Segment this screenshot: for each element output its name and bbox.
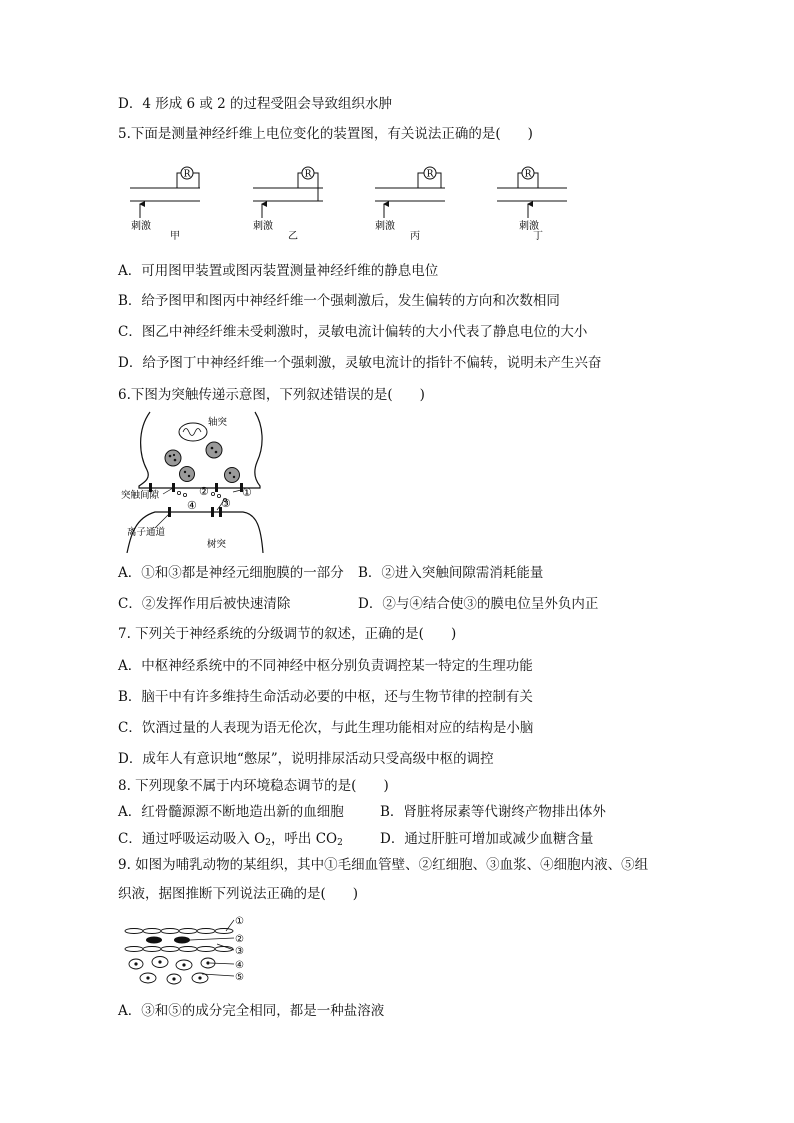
q7-stem: 7. 下列关于神经系统的分级调节的叙述，正确的是( ) [118, 626, 457, 642]
q7-option-a: A．中枢神经系统中的不同神经中枢分别负责调控某一特定的生理功能 [118, 658, 533, 674]
q5-panel-ding [497, 167, 567, 242]
svg-text:乙: 乙 [288, 231, 298, 242]
q4-option-d: D．4 形成 6 或 2 的过程受阻会导致组织水肿 [118, 96, 393, 112]
svg-text:①: ① [242, 486, 252, 499]
q9-option-a: A．③和⑤的成分完全相同，都是一种盐溶液 [118, 1003, 385, 1019]
q9-tissue-figure [122, 910, 257, 988]
svg-text:③: ③ [221, 497, 231, 510]
svg-text:②: ② [235, 934, 244, 945]
q7-option-b: B．脑干中有许多维持生命活动必要的中枢，还与生物节律的控制有关 [118, 689, 533, 705]
q8-option-b: B．肾脏将尿素等代谢终产物排出体外 [380, 804, 606, 820]
svg-text:R: R [524, 169, 532, 180]
svg-text:②: ② [199, 485, 209, 498]
svg-text:④: ④ [235, 960, 244, 971]
svg-text:R: R [304, 169, 312, 180]
q5-option-d: D．给予图丁中神经纤维一个强刺激，灵敏电流计的指针不偏转，说明未产生兴奋 [118, 355, 602, 371]
svg-text:离子通道: 离子通道 [127, 527, 166, 538]
q5-option-a: A．可用图甲装置或图丙装置测量神经纤维的静息电位 [118, 263, 439, 279]
q8-option-c: C．通过呼吸运动吸入 $O_2$，呼出 $CO_2$ [118, 831, 343, 848]
svg-text:R: R [426, 169, 434, 180]
svg-text:④: ④ [187, 499, 197, 512]
q5-panel-jia [130, 167, 200, 242]
svg-text:③: ③ [235, 946, 244, 957]
q6-option-b: B．②进入突触间隙需消耗能量 [358, 565, 544, 581]
svg-text:树突: 树突 [207, 539, 227, 550]
q9-stem-line1: 9. 如图为哺乳动物的某组织，其中①毛细血管壁、②红细胞、③血浆、④细胞内液、⑤组 [118, 857, 649, 873]
svg-text:刺激: 刺激 [375, 221, 395, 232]
svg-text:甲: 甲 [170, 231, 180, 242]
q5-panel-bing [375, 167, 445, 242]
svg-text:刺激: 刺激 [519, 221, 539, 232]
svg-text:丁: 丁 [533, 231, 543, 242]
q7-option-c: C．饮酒过量的人表现为语无伦次，与此生理功能相对应的结构是小脑 [118, 720, 534, 736]
svg-text:突触间隙: 突触间隙 [121, 490, 160, 501]
q9-stem-line2: 织液，据图推断下列说法正确的是( ) [118, 886, 359, 902]
q6-option-d: D．②与④结合使③的膜电位呈外负内正 [358, 596, 599, 612]
q5-electrode-figure [125, 160, 575, 245]
svg-text:R: R [183, 169, 191, 180]
svg-text:⑤: ⑤ [235, 972, 244, 983]
q7-option-d: D．成年人有意识地“憋尿”，说明排尿活动只受高级中枢的调控 [118, 751, 494, 767]
q8-stem: 8. 下列现象不属于内环境稳态调节的是( ) [118, 778, 389, 794]
svg-text:丙: 丙 [410, 231, 420, 242]
q5-panel-yi [253, 167, 323, 242]
q6-synapse-figure [115, 410, 275, 553]
svg-text:刺激: 刺激 [253, 221, 273, 232]
q6-option-c: C．②发挥作用后被快速清除 [118, 596, 291, 612]
q6-stem: 6.下图为突触传递示意图，下列叙述错误的是( ) [118, 387, 425, 403]
svg-text:刺激: 刺激 [131, 221, 151, 232]
q5-option-c: C．图乙中神经纤维未受刺激时，灵敏电流计偏转的大小代表了静息电位的大小 [118, 324, 588, 340]
q5-option-b: B．给予图甲和图丙中神经纤维一个强刺激后，发生偏转的方向和次数相同 [118, 293, 560, 309]
q5-stem: 5.下面是测量神经纤维上电位变化的装置图，有关说法正确的是( ) [118, 126, 533, 142]
svg-text:轴突: 轴突 [208, 417, 228, 428]
q6-option-a: A．①和③都是神经元细胞膜的一部分 [118, 565, 344, 581]
q8-option-d: D．通过肝脏可增加或减少血糖含量 [380, 831, 594, 847]
q8-option-a: A．红骨髓源源不断地造出新的血细胞 [118, 804, 344, 820]
svg-text:①: ① [235, 916, 244, 927]
